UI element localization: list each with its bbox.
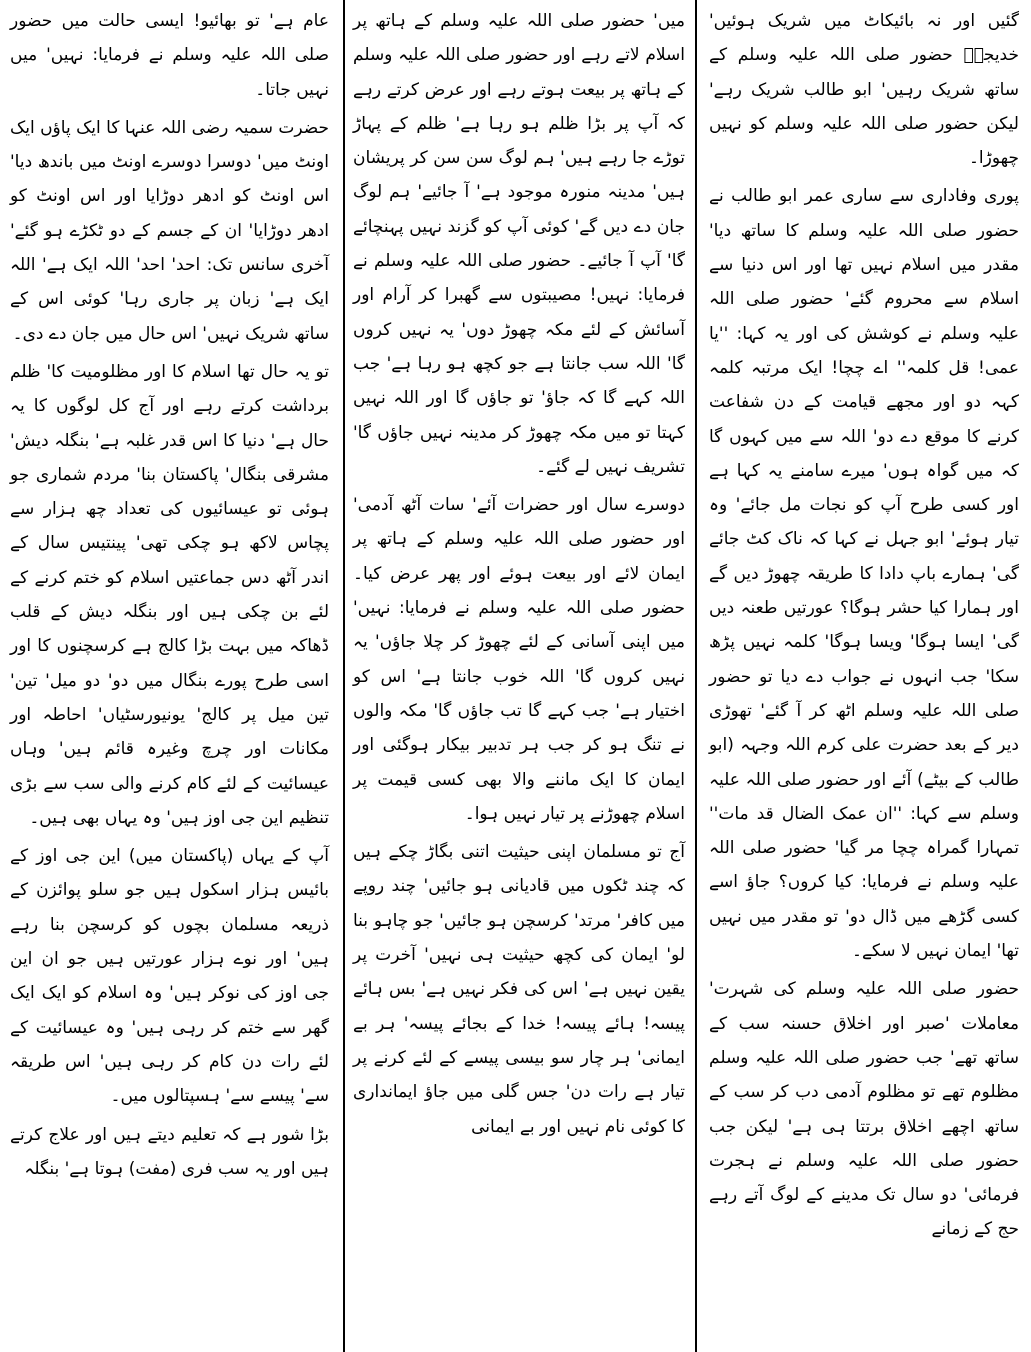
paragraph: میں' حضور صلی اللہ علیہ وسلم کے ہاتھ پر اسلام لاتے رہے اور حضور صلی اللہ علیہ وسلم کے ہاتھ پر بیعت ہوتے رہے اور عرض کرتے رہے کہ آپ پر بڑا ظلم ہو رہا ہے' ظلم کے پہاڑ توڑے جا رہے ہیں' ہم لوگ سن سن کر پریشان ہیں' مدینہ منورہ موجود ہے' آ جائیے' ہم لوگ جان دے دیں گے' کوئی آپ کو گزند نہیں پہنچائے گا' آپ آ جائیے۔ حضور صلی اللہ علیہ وسلم نے فرمایا: نہیں! مصیبتوں سے گھبرا کر آرام اور آسائش کے لئے مکہ چھوڑ دوں' یہ نہیں کروں گا' اللہ سب جانتا ہے جو کچھ ہو رہا ہے' جب اللہ کہے گا کہ جاؤ' تو جاؤں گا اور اللہ نہیں کہتا تو میں مکہ چھوڑ کر مدینہ نہیں جاؤں گا' تشریف نہیں لے گئے۔ [353,11,685,477]
paragraph: آپ کے یہاں (پاکستان میں) این جی اوز کے بائیس ہزار اسکول ہیں جو سلو پوائزن کے ذریعہ مسلمان بچوں کو کرسچن بنا رہے ہیں' اور نوے ہزار عورتیں ہیں جو ان این جی اوز کی نوکر ہیں' وہ اسلام کو ایک ایک گھر سے ختم کر رہی ہیں' وہ عیسائیت کے لئے رات دن کام کر رہی ہیں' اس طریقہ سے' پیسے سے' ہسپتالوں میں۔ [10,846,329,1107]
text-column-right [695,0,1031,1352]
column-divider [695,0,697,1352]
column-divider [343,0,345,1352]
paragraph: بڑا شور ہے کہ تعلیم دیتے ہیں اور علاج کرتے ہیں اور یہ سب فری (مفت) ہوتا ہے' بنگلہ [10,1124,329,1179]
paragraph: دوسرے سال اور حضرات آئے' سات آٹھ آدمی' اور حضور صلی اللہ علیہ وسلم کے ہاتھ پر ایمان لائے اور بیعت ہوئے اور پھر عرض کیا۔ حضور صلی اللہ علیہ وسلم نے فرمایا: نہیں' میں اپنی آسانی کے لئے چھوڑ کر چلا جاؤں' یہ نہیں کروں گا' اللہ خوب جانتا ہے' اس کو اختیار ہے' جب کہے گا تب جاؤں گا' مکہ والوں نے تنگ ہو کر جب ہر تدبیر بیکار ہوگئی اور ایمان کا ایک ماننے والا بھی کسی قیمت پر اسلام چھوڑنے پر تیار نہیں ہوا۔ [353,495,685,824]
paragraph: آج تو مسلمان اپنی حیثیت اتنی بگاڑ چکے ہیں کہ چند ٹکوں میں قادیانی ہو جائیں' چند روپے میں کافر' مرتد' کرسچن ہو جائیں' جو چاہو بنا لو' ایمان کی کچھ حیثیت ہی نہیں' آخرت پر یقین نہیں ہے' اس کی فکر نہیں ہے' بس ہائے پیسہ! ہائے پیسہ! خدا کے بجائے پیسہ' ہر بے ایمانی' ہر چار سو بیسی پیسے کے لئے کرنے پر تیار ہے رات دن' جس گلی میں جاؤ ایمانداری کا کوئی نام نہیں اور بے ایمانی [353,842,685,1137]
paragraph: حضرت سمیہ رضی اللہ عنہا کا ایک پاؤں ایک اونٹ میں' دوسرا دوسرے اونٹ میں باندھ دیا' اس اونٹ کو ادھر دوڑایا اور اس اونٹ کو ادھر دوڑایا' ان کے جسم کے دو ٹکڑے ہو گئے' آخری سانس تک: احد' احد' اللہ ایک ہے' اللہ ایک ہے' زبان پر جاری رہا' کوئی اس کے ساتھ شریک نہیں' اس حال میں جان دے دی۔ [10,117,329,344]
paragraph: پوری وفاداری سے ساری عمر ابو طالب نے حضور صلی اللہ علیہ وسلم کا ساتھ دیا' مقدر میں اسلام نہیں تھا اور اس دنیا سے اسلام سے محروم گئے' حضور صلی اللہ علیہ وسلم نے کوشش کی اور یہ کہا: ''یا عمی! قل کلمہ'' اے چچا! ایک مرتبہ کلمہ کہہ دو اور مجھے قیامت کے دن شفاعت کرنے کا موقع دے دو' اللہ سے میں کہوں گا کہ میں گواہ ہوں' میرے سامنے یہ کہا ہے اور کسی طرح آپ کو نجات مل جائے' وہ تیار ہوئے' ابو جہل نے کہا کہ ناک کٹ جائے گی' ہمارے باپ دادا کا طریقہ چھوڑ دیں گے اور ہمارا کیا حشر ہوگا؟ عورتیں طعنہ دیں گی' ایسا ہوگا' ویسا ہوگا' کلمہ نہیں پڑھ سکا' جب انہوں نے جواب دے دیا تو حضور صلی اللہ علیہ وسلم اٹھ کر آ گئے' تھوڑی دیر کے بعد حضرت علی کرم اللہ وجہہ (ابو طالب کے بیٹے) آئے اور حضور صلی اللہ علیہ وسلم سے کہا: ''ان عمک الضال قد مات'' تمہارا گمراہ چچا مر گیا' حضور صلی اللہ علیہ وسلم نے فرمایا: کیا کروں؟ جاؤ اسے کسی گڑھے میں ڈال دو' تو مقدر میں نہیں تھا' ایمان نہیں لا سکے۔ [709,186,1019,962]
paragraph: تو یہ حال تھا اسلام کا اور مظلومیت کا' ظلم برداشت کرتے رہے اور آج کل لوگوں کا یہ حال ہے' دنیا کا اس قدر غلبہ ہے' بنگلہ دیش' مشرقی بنگال' پاکستان بنا' مردم شماری جو ہوئی تو عیسائیوں کی تعداد چھ ہزار سے پچاس لاکھ ہو چکی تھی' پینتیس سال کے اندر آٹھ دس جماعتیں اسلام کو ختم کرنے کے لئے بن چکی ہیں اور بنگلہ دیش کے قلب ڈھاکہ میں بہت بڑا کالج ہے کرسچنوں کا اور اسی طرح پورے بنگال میں دو' دو میل' تین' تین میل پر کالج' یونیورسٹیاں' احاطہ اور مکانات اور چرچ وغیرہ قائم ہیں' وہاں عیسائیت کے لئے کام کرنے والی سب سے بڑی تنظیم این جی اوز ہیں' وہ یہاں بھی ہیں۔ [10,361,329,828]
text-column-middle [343,0,695,1352]
paragraph: عام ہے' تو بھائیو! ایسی حالت میں حضور صلی اللہ علیہ وسلم نے فرمایا: نہیں' میں نہیں جاتا۔ [10,11,329,100]
paragraph: گئیں اور نہ بائیکاٹ میں شریک ہوئیں' خدیجہؓ حضور صلی اللہ علیہ وسلم کے ساتھ شریک رہیں' ابو طالب شریک رہے' لیکن حضور صلی اللہ علیہ وسلم کو نہیں چھوڑا۔ [709,11,1019,169]
paragraph: حضور صلی اللہ علیہ وسلم کی شہرت' معاملات 'صبر اور اخلاق حسنہ سب کے ساتھ تھے' جب حضور صلی اللہ علیہ وسلم مظلوم تھے تو مظلوم آدمی دب کر سب کے ساتھ اچھے اخلاق برتتا ہی ہے' لیکن جب حضور صلی اللہ علیہ وسلم نے ہجرت فرمائی' دو سال تک مدینے کے لوگ آتے رہے حج کے زمانے [709,979,1019,1240]
text-column-left [0,0,343,1352]
